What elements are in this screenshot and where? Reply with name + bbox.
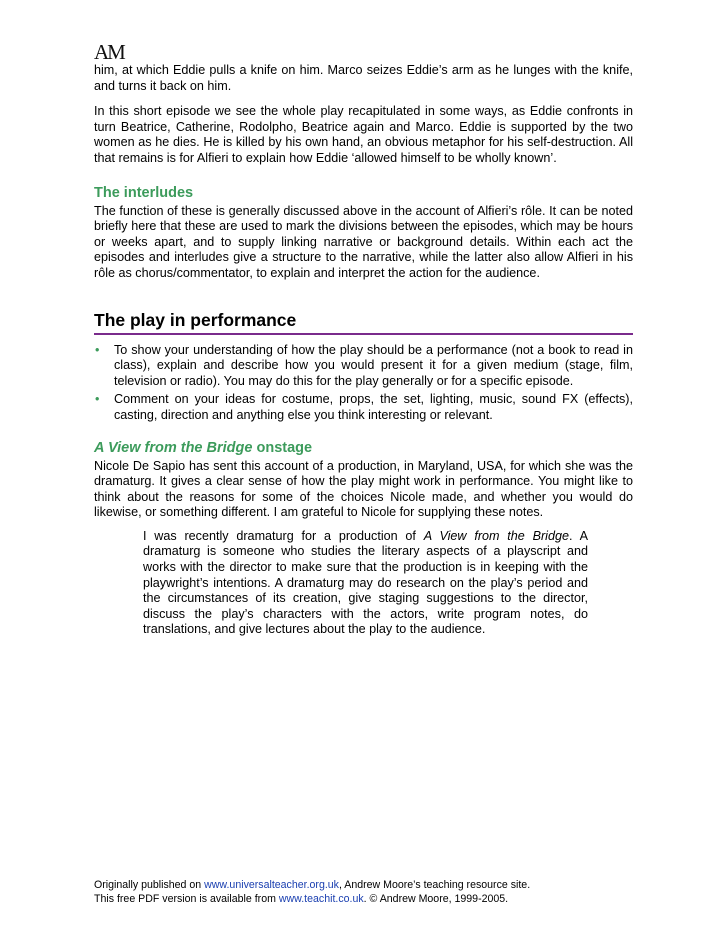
- onstage-heading-title: A View from the Bridge: [94, 439, 253, 456]
- footer-text: , Andrew Moore’s teaching resource site.: [338, 879, 531, 891]
- performance-heading: The play in performance: [94, 309, 297, 330]
- performance-list: [94, 343, 633, 424]
- quote-rest: . A dramaturg is someone who studies the literary aspects of a playscript and works with the director to make sure that the production is in keeping with the playwright’s intentions. A dramaturg may do research on the play’s period and the circumstances of its creation, give staging suggestions to the director, discuss the play’s characters with the actors, write program notes, do translations, and give lectures about the play to the audience.: [143, 528, 588, 637]
- paragraph-episode: In this short episode we see the whole play recapitulated in some ways, as Eddie confronts in turn Beatrice, Catherine, Rodolpho, Beatrice again and Marco. Eddie is supported by the two women as he dies. He is killed by his own hand, an obvious metaphor for his self-destruction. All that remains is for Alfieri to explain how Eddie ‘allowed himself to be wholly known’.: [94, 104, 633, 165]
- bullet-icon: •: [95, 342, 100, 357]
- paragraph-continued: him, at which Eddie pulls a knife on him. Marco seizes Eddie’s arm as he lunges with the knife, and turns it back on him.: [94, 63, 633, 93]
- logo: AM: [94, 40, 124, 64]
- footer-line-2: [94, 893, 530, 907]
- teachit-link[interactable]: www.teachit.co.uk: [278, 892, 364, 905]
- list-item: [94, 343, 633, 390]
- bullet-icon: •: [95, 392, 100, 407]
- onstage-intro: Nicole De Sapio has sent this account of a production, in Maryland, USA, for which she was the dramaturg. It gives a clear sense of how the play might work in performance. You might like to think about the reasons for some of the choices Nicole made, and whether you would do likewise, or something different. I am grateful to Nicole for supplying these notes.: [94, 458, 633, 520]
- section-divider: [94, 333, 633, 335]
- interludes-paragraph: The function of these is generally discussed above in the account of Alfieri’s rôle. It can be noted briefly here that these are used to mark the divisions between the episodes, which may be hours or weeks apart, and to supply linking narrative or background details. Within each act the episodes and interludes give a structure to the narrative, while the latter also allow Alfieri in his rôle as chorus/commentator, to explain and interpret the action for the audience.: [94, 203, 633, 280]
- list-item: [94, 392, 633, 423]
- quote-title: A View from the Bridge: [423, 528, 569, 543]
- quote-paragraph: [143, 529, 588, 638]
- footer-line-1: [94, 879, 530, 893]
- footer-text: Originally published on: [94, 879, 205, 891]
- footer-text: This free PDF version is available from: [94, 892, 279, 905]
- block-quote: [143, 529, 588, 638]
- list-item-text: To show your understanding of how the play should be a performance (not a book to read in class), explain and describe how you would present it for a given medium (stage, film, television or radio). You may do this for the play generally or for a specific episode.: [114, 342, 633, 388]
- interludes-heading: The interludes: [94, 184, 194, 201]
- list-item-text: Comment on your ideas for costume, props, the set, lighting, music, sound FX (effects), casting, direction and anything else you think interesting or relevant.: [114, 392, 633, 422]
- document-body: [94, 63, 633, 638]
- quote-lead: I was recently dramaturg for a production of: [143, 528, 424, 543]
- onstage-heading-rest: onstage: [252, 439, 313, 456]
- universalteacher-link[interactable]: www.universalteacher.org.uk: [204, 879, 339, 891]
- onstage-heading: [94, 439, 633, 457]
- page-footer: [94, 879, 530, 906]
- footer-text: . © Andrew Moore, 1999-2005.: [363, 892, 509, 905]
